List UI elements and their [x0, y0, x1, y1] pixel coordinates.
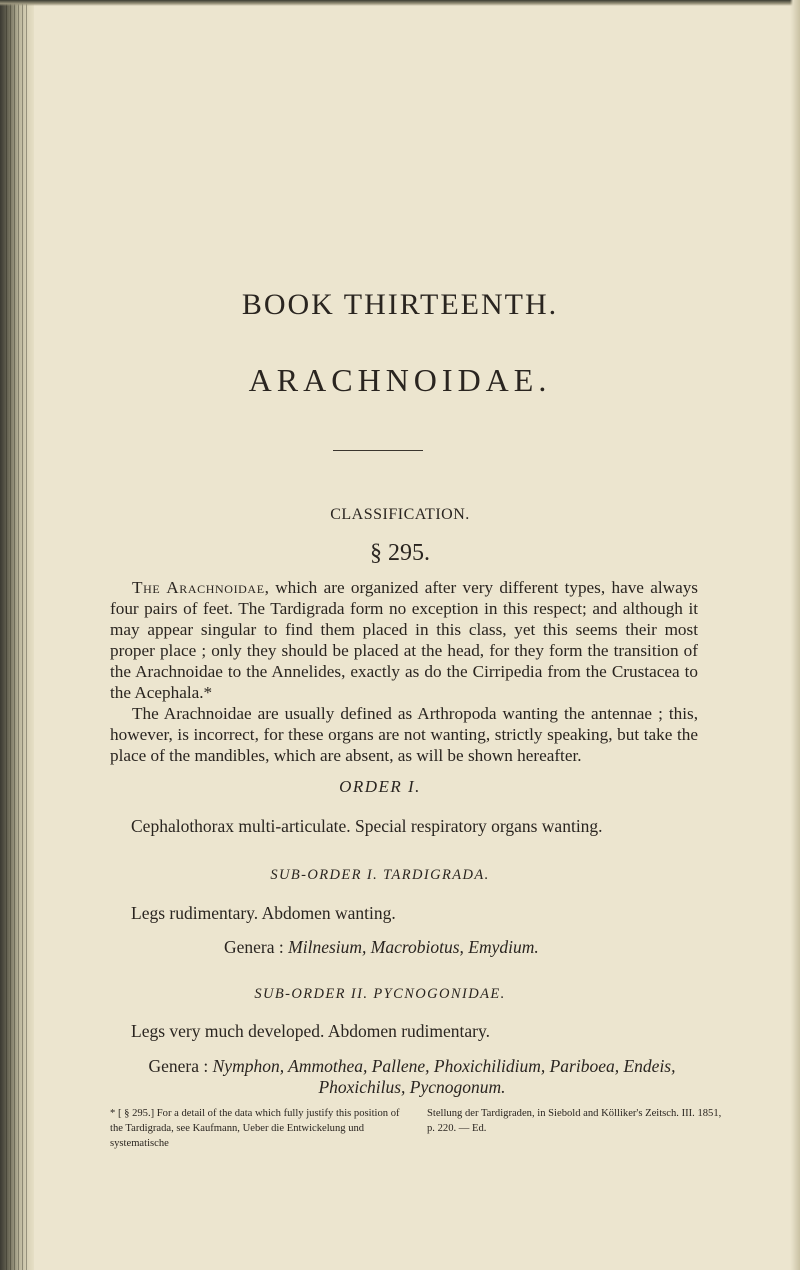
paragraph-2: The Arachnoidae are usually defined as Arthropoda wanting the antennae ; this, however, is incorrect, for these organs are not wanting, strictly speaking, but take the place of the mandibles, which are absent, as will be shown hereafter.: [110, 704, 698, 765]
suborder-2-description: Legs very much developed. Abdomen rudimentary.: [131, 1021, 490, 1041]
genera-label: Genera :: [224, 937, 284, 957]
body-text: [110, 577, 698, 766]
family-title: ARACHNOIDAE.: [248, 362, 552, 398]
order-description: Cephalothorax multi-articulate. Special respiratory organs wanting.: [131, 816, 603, 836]
footnote-left-column: * [ § 295.] For a detail of the data which fully justify this position of the Tardigrada, see Kaufmann, Ueber die Entwickelung und systematische: [110, 1108, 400, 1149]
genera-list: Milnesium, Macrobiotus, Emydium.: [288, 937, 539, 957]
suborder-1-description: Legs rudimentary. Abdomen wanting.: [131, 903, 396, 923]
suborder-2-heading: SUB-ORDER II. PYCNOGONIDAE.: [254, 986, 506, 1002]
genera-list: Nymphon, Ammothea, Pallene, Phoxichilidium, Pariboea, Endeis, Phoxichilus, Pycnogonum.: [212, 1056, 676, 1097]
paragraph-1: [110, 577, 698, 703]
paragraph-1-lead: The Arachnoidae: [132, 578, 265, 597]
book-title: BOOK THIRTEENTH.: [241, 288, 559, 321]
footnote-right-column: Stellung der Tardigraden, in Siebold and Kölliker's Zeitsch. III. 1851, p. 220. — Ed.: [427, 1108, 722, 1134]
suborder-1-heading: SUB-ORDER I. TARDIGRADA.: [270, 867, 490, 883]
divider-rule: [333, 450, 423, 451]
order-heading: ORDER I.: [339, 777, 421, 796]
paragraph-1-text: , which are organized after very different types, have always four pairs of feet. The Tardigrada form no exception in this respect; and although it may appear singular to find them placed in this class, yet this seems their most proper place ; only they should be placed at the head, for they form the transition of the Arachnoidae to the Annelides, exactly as do the Cirripedia from the Crustacea to the Acephala.*: [110, 578, 698, 702]
section-number: § 295.: [370, 540, 430, 566]
genera-label: Genera :: [148, 1056, 209, 1076]
classification-heading: CLASSIFICATION.: [330, 506, 470, 523]
suborder-1-genera: [224, 937, 539, 958]
suborder-2-genera: [112, 1056, 712, 1098]
